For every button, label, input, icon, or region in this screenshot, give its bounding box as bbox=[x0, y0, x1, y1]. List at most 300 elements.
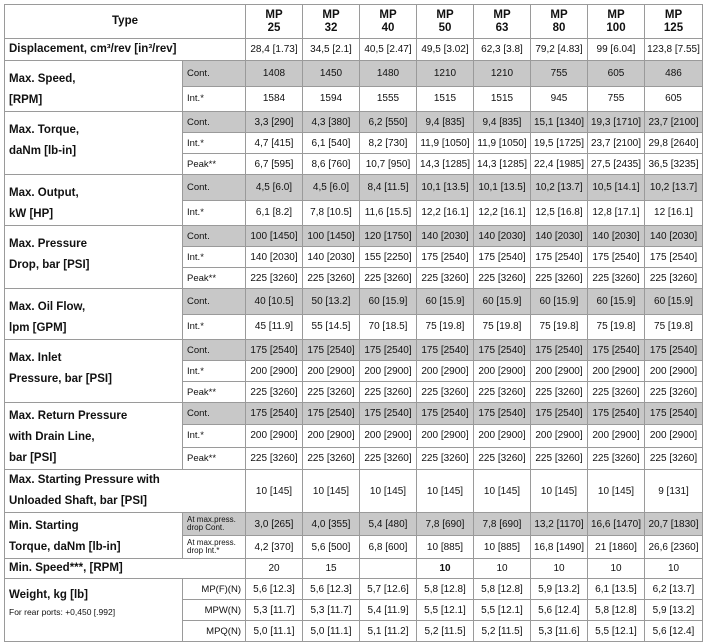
displacement-label: Displacement, cm³/rev [in³/rev] bbox=[5, 39, 246, 61]
sub-label: Int.* bbox=[183, 361, 246, 382]
value-cell: 22,4 [1985] bbox=[531, 154, 588, 175]
value-cell: 12,2 [16.1] bbox=[474, 200, 531, 226]
value-cell: 5,2 [11.5] bbox=[474, 621, 531, 642]
value-cell: 60 [15.9] bbox=[360, 289, 417, 315]
value-cell: 1210 bbox=[417, 61, 474, 87]
model-prefix: MP bbox=[550, 8, 568, 21]
weight-row bbox=[5, 579, 703, 600]
value-cell: 1594 bbox=[303, 86, 360, 112]
value-cell: 140 [2030] bbox=[303, 247, 360, 268]
value-cell: 5,6 [500] bbox=[303, 536, 360, 559]
model-header bbox=[303, 5, 360, 39]
value-cell: 1584 bbox=[246, 86, 303, 112]
value-cell: 23,7 [2100] bbox=[588, 133, 645, 154]
model-header bbox=[417, 5, 474, 39]
value-cell: 4,5 [6.0] bbox=[246, 175, 303, 201]
value-cell: 225 [3260] bbox=[645, 447, 703, 469]
value-cell: 4,3 [380] bbox=[303, 112, 360, 133]
motor-spec-table bbox=[4, 4, 703, 642]
value-cell: 1408 bbox=[246, 61, 303, 87]
value-cell: 200 [2900] bbox=[531, 361, 588, 382]
value-cell: 200 [2900] bbox=[588, 425, 645, 447]
model-prefix: MP bbox=[607, 8, 625, 21]
data-row bbox=[5, 513, 703, 536]
value-cell: 225 [3260] bbox=[645, 268, 703, 289]
starting-pressure-row bbox=[5, 470, 703, 513]
label-line: Max. Oil Flow, bbox=[9, 301, 86, 313]
value-cell: 40 [10.5] bbox=[246, 289, 303, 315]
value-cell: 7,8 [10.5] bbox=[303, 200, 360, 226]
model-prefix: MP bbox=[493, 8, 511, 21]
value-cell: 10 [145] bbox=[474, 470, 531, 513]
sub-label: Cont. bbox=[183, 226, 246, 247]
value-cell: 60 [15.9] bbox=[531, 289, 588, 315]
value-cell: 6,2 [13.7] bbox=[645, 579, 703, 600]
value-cell: 200 [2900] bbox=[246, 361, 303, 382]
sub-label: Cont. bbox=[183, 112, 246, 133]
sub-label: Int.* bbox=[183, 200, 246, 226]
value-cell: 8,4 [11.5] bbox=[360, 175, 417, 201]
value-cell: 11,9 [1050] bbox=[474, 133, 531, 154]
parameter-label bbox=[5, 226, 183, 289]
value-cell: 4,7 [415] bbox=[246, 133, 303, 154]
label-line: Unloaded Shaft, bar [PSI] bbox=[9, 495, 148, 507]
value-cell: 175 [2540] bbox=[531, 403, 588, 425]
value-cell: 200 [2900] bbox=[303, 425, 360, 447]
sub-label: MPW(N) bbox=[183, 600, 246, 621]
label-line: Pressure, bar [PSI] bbox=[9, 373, 112, 385]
label-line: Torque, daNm [lb-in] bbox=[9, 541, 121, 553]
value-cell: 225 [3260] bbox=[588, 268, 645, 289]
value-cell: 140 [2030] bbox=[246, 247, 303, 268]
value-cell: 3,0 [265] bbox=[246, 513, 303, 536]
value-cell: 10 [145] bbox=[531, 470, 588, 513]
value-cell: 14,3 [1285] bbox=[417, 154, 474, 175]
label-line: Max. Return Pressure bbox=[9, 410, 128, 422]
value-cell: 5,3 [11.7] bbox=[303, 600, 360, 621]
displacement-row bbox=[5, 39, 703, 61]
model-prefix: MP bbox=[322, 8, 340, 21]
value-cell: 5,6 [12.4] bbox=[531, 600, 588, 621]
spec-table-wrapper bbox=[4, 4, 703, 642]
value-cell: 50 [13.2] bbox=[303, 289, 360, 315]
value-cell: 26,6 [2360] bbox=[645, 536, 703, 559]
value-cell: 200 [2900] bbox=[531, 425, 588, 447]
value-cell: 225 [3260] bbox=[303, 382, 360, 403]
value-cell: 10 [145] bbox=[246, 470, 303, 513]
value-cell: 225 [3260] bbox=[474, 268, 531, 289]
sub-label: Peak** bbox=[183, 154, 246, 175]
label-line: kW [HP] bbox=[9, 208, 54, 220]
value-cell: 605 bbox=[645, 86, 703, 112]
value-cell: 1515 bbox=[417, 86, 474, 112]
value-cell: 16,6 [1470] bbox=[588, 513, 645, 536]
value-cell: 10,7 [950] bbox=[360, 154, 417, 175]
value-cell: 175 [2540] bbox=[303, 403, 360, 425]
value-cell: 28,4 [1.73] bbox=[246, 39, 303, 61]
value-cell: 5,1 [11.2] bbox=[360, 621, 417, 642]
value-cell: 75 [19.8] bbox=[645, 314, 703, 340]
value-cell: 1555 bbox=[360, 86, 417, 112]
value-cell: 7,8 [690] bbox=[417, 513, 474, 536]
value-cell: 175 [2540] bbox=[588, 340, 645, 361]
value-cell: 1515 bbox=[474, 86, 531, 112]
value-cell: 10 bbox=[645, 559, 703, 579]
label-line: Max. Torque, bbox=[9, 124, 80, 136]
value-cell: 23,7 [2100] bbox=[645, 112, 703, 133]
value-cell: 200 [2900] bbox=[417, 425, 474, 447]
value-cell: 120 [1750] bbox=[360, 226, 417, 247]
model-prefix: MP bbox=[379, 8, 397, 21]
value-cell: 100 [1450] bbox=[246, 226, 303, 247]
value-cell: 225 [3260] bbox=[531, 447, 588, 469]
model-header bbox=[645, 5, 703, 39]
value-cell: 75 [19.8] bbox=[588, 314, 645, 340]
parameter-label bbox=[5, 175, 183, 226]
value-cell: 175 [2540] bbox=[645, 403, 703, 425]
value-cell: 5,0 [11.1] bbox=[246, 621, 303, 642]
value-cell: 4,2 [370] bbox=[246, 536, 303, 559]
model-prefix: MP bbox=[265, 8, 283, 21]
model-size: 25 bbox=[267, 21, 281, 34]
value-cell: 5,9 [13.2] bbox=[645, 600, 703, 621]
value-cell: 155 [2250] bbox=[360, 247, 417, 268]
value-cell: 200 [2900] bbox=[474, 361, 531, 382]
value-cell: 225 [3260] bbox=[645, 382, 703, 403]
value-cell: 225 [3260] bbox=[246, 382, 303, 403]
value-cell: 10,2 [13.7] bbox=[531, 175, 588, 201]
value-cell: 140 [2030] bbox=[474, 226, 531, 247]
value-cell: 36,5 [3235] bbox=[645, 154, 703, 175]
value-cell: 6,1 [8.2] bbox=[246, 200, 303, 226]
value-cell: 175 [2540] bbox=[360, 340, 417, 361]
value-cell: 5,5 [12.1] bbox=[588, 621, 645, 642]
value-cell: 55 [14.5] bbox=[303, 314, 360, 340]
value-cell: 8,2 [730] bbox=[360, 133, 417, 154]
value-cell: 225 [3260] bbox=[417, 447, 474, 469]
value-cell: 225 [3260] bbox=[417, 268, 474, 289]
value-cell: 6,7 [595] bbox=[246, 154, 303, 175]
value-cell: 175 [2540] bbox=[531, 340, 588, 361]
value-cell: 79,2 [4.83] bbox=[531, 39, 588, 61]
value-cell: 9 [131] bbox=[645, 470, 703, 513]
value-cell: 19,5 [1725] bbox=[531, 133, 588, 154]
value-cell: 225 [3260] bbox=[360, 447, 417, 469]
value-cell: 175 [2540] bbox=[588, 247, 645, 268]
value-cell: 10 bbox=[588, 559, 645, 579]
label-line: daNm [lb-in] bbox=[9, 145, 77, 157]
value-cell: 6,1 [540] bbox=[303, 133, 360, 154]
value-cell: 6,8 [600] bbox=[360, 536, 417, 559]
value-cell: 123,8 [7.55] bbox=[645, 39, 703, 61]
value-cell: 10,1 [13.5] bbox=[474, 175, 531, 201]
value-cell: 200 [2900] bbox=[360, 361, 417, 382]
value-cell: 16,8 [1490] bbox=[531, 536, 588, 559]
value-cell: 225 [3260] bbox=[474, 382, 531, 403]
value-cell: 10 [145] bbox=[588, 470, 645, 513]
value-cell: 19,3 [1710] bbox=[588, 112, 645, 133]
value-cell: 11,6 [15.5] bbox=[360, 200, 417, 226]
value-cell: 755 bbox=[531, 61, 588, 87]
value-cell: 5,5 [12.1] bbox=[474, 600, 531, 621]
value-cell: 225 [3260] bbox=[246, 447, 303, 469]
model-header bbox=[531, 5, 588, 39]
label-line: Weight, kg [lb] bbox=[9, 589, 89, 601]
value-cell: 5,7 [12.6] bbox=[360, 579, 417, 600]
label-line: Max. Inlet bbox=[9, 352, 62, 364]
value-cell: 1210 bbox=[474, 61, 531, 87]
value-cell: 755 bbox=[588, 86, 645, 112]
value-cell: 5,3 [11.6] bbox=[531, 621, 588, 642]
header-row bbox=[5, 5, 703, 39]
parameter-label bbox=[5, 403, 183, 470]
value-cell: 175 [2540] bbox=[645, 340, 703, 361]
value-cell: 60 [15.9] bbox=[588, 289, 645, 315]
value-cell: 12 [16.1] bbox=[645, 200, 703, 226]
label-line: bar [PSI] bbox=[9, 452, 57, 464]
value-cell: 200 [2900] bbox=[417, 361, 474, 382]
value-cell: 10 [885] bbox=[417, 536, 474, 559]
data-row bbox=[5, 226, 703, 247]
value-cell: 10 [885] bbox=[474, 536, 531, 559]
value-cell: 21 [1860] bbox=[588, 536, 645, 559]
value-cell: 175 [2540] bbox=[645, 247, 703, 268]
value-cell: 140 [2030] bbox=[588, 226, 645, 247]
value-cell: 5,2 [11.5] bbox=[417, 621, 474, 642]
value-cell: 60 [15.9] bbox=[417, 289, 474, 315]
value-cell: 11,9 [1050] bbox=[417, 133, 474, 154]
model-header bbox=[588, 5, 645, 39]
model-size: 63 bbox=[495, 21, 509, 34]
value-cell: 175 [2540] bbox=[588, 403, 645, 425]
value-cell: 75 [19.8] bbox=[474, 314, 531, 340]
value-cell: 225 [3260] bbox=[474, 447, 531, 469]
value-cell: 175 [2540] bbox=[303, 340, 360, 361]
value-cell: 10,2 [13.7] bbox=[645, 175, 703, 201]
value-cell: 12,5 [16.8] bbox=[531, 200, 588, 226]
value-cell: 34,5 [2.1] bbox=[303, 39, 360, 61]
type-header: Type bbox=[5, 5, 246, 39]
sub-label: Int.* bbox=[183, 425, 246, 447]
min-speed-label bbox=[5, 559, 246, 579]
value-cell: 5,6 [12.3] bbox=[303, 579, 360, 600]
value-cell: 15 bbox=[303, 559, 360, 579]
value-cell: 605 bbox=[588, 61, 645, 87]
value-cell: 14,3 [1285] bbox=[474, 154, 531, 175]
value-cell: 1480 bbox=[360, 61, 417, 87]
value-cell: 5,6 [12.4] bbox=[645, 621, 703, 642]
data-row bbox=[5, 112, 703, 133]
weight-note: For rear ports: +0,450 [.992] bbox=[9, 607, 116, 617]
sub-label: Int.* bbox=[183, 314, 246, 340]
value-cell: 175 [2540] bbox=[417, 247, 474, 268]
value-cell: 5,6 [12.3] bbox=[246, 579, 303, 600]
value-cell: 10 [145] bbox=[417, 470, 474, 513]
label-line: Min. Starting bbox=[9, 520, 79, 532]
data-row bbox=[5, 340, 703, 361]
value-cell: 225 [3260] bbox=[246, 268, 303, 289]
starting-pressure-label bbox=[5, 470, 246, 513]
value-cell: 4,5 [6.0] bbox=[303, 175, 360, 201]
value-cell: 175 [2540] bbox=[531, 247, 588, 268]
sub-label: At max.press. drop Cont. bbox=[183, 513, 246, 536]
value-cell: 175 [2540] bbox=[417, 340, 474, 361]
label-line: Max. Starting Pressure with bbox=[9, 474, 160, 486]
value-cell: 175 [2540] bbox=[474, 403, 531, 425]
value-cell: 140 [2030] bbox=[531, 226, 588, 247]
value-cell: 8,6 [760] bbox=[303, 154, 360, 175]
model-header bbox=[246, 5, 303, 39]
value-cell: 20 bbox=[246, 559, 303, 579]
sub-label: Cont. bbox=[183, 289, 246, 315]
sub-label: Peak** bbox=[183, 382, 246, 403]
parameter-label bbox=[5, 289, 183, 340]
value-cell: 175 [2540] bbox=[360, 403, 417, 425]
sub-label: Cont. bbox=[183, 61, 246, 87]
value-cell: 175 [2540] bbox=[474, 247, 531, 268]
value-cell: 10,5 [14.1] bbox=[588, 175, 645, 201]
value-cell: 27,5 [2435] bbox=[588, 154, 645, 175]
parameter-label bbox=[5, 340, 183, 403]
value-cell: 6,1 [13.5] bbox=[588, 579, 645, 600]
value-cell: 7,8 [690] bbox=[474, 513, 531, 536]
value-cell: 175 [2540] bbox=[474, 340, 531, 361]
value-cell: 13,2 [1170] bbox=[531, 513, 588, 536]
value-cell: 225 [3260] bbox=[531, 382, 588, 403]
value-cell: 200 [2900] bbox=[360, 425, 417, 447]
parameter-label bbox=[5, 112, 183, 175]
label-line: Max. Pressure bbox=[9, 238, 87, 250]
value-cell: 225 [3260] bbox=[588, 447, 645, 469]
value-cell: 175 [2540] bbox=[417, 403, 474, 425]
value-cell: 60 [15.9] bbox=[645, 289, 703, 315]
value-cell: 75 [19.8] bbox=[417, 314, 474, 340]
value-cell: 9,4 [835] bbox=[474, 112, 531, 133]
value-cell: 3,3 [290] bbox=[246, 112, 303, 133]
weight-label bbox=[5, 579, 183, 642]
value-cell: 200 [2900] bbox=[246, 425, 303, 447]
value-cell: 200 [2900] bbox=[645, 361, 703, 382]
parameter-label bbox=[5, 513, 183, 559]
model-size: 32 bbox=[324, 21, 338, 34]
sub-label: Int.* bbox=[183, 247, 246, 268]
value-cell: 945 bbox=[531, 86, 588, 112]
data-row bbox=[5, 175, 703, 201]
value-cell: 75 [19.8] bbox=[531, 314, 588, 340]
sub-label: MPQ(N) bbox=[183, 621, 246, 642]
value-cell: 70 [18.5] bbox=[360, 314, 417, 340]
label-line: Max. Output, bbox=[9, 187, 79, 199]
value-cell: 225 [3260] bbox=[360, 268, 417, 289]
value-cell: 5,8 [12.8] bbox=[417, 579, 474, 600]
value-cell: 1450 bbox=[303, 61, 360, 87]
value-cell: 5,5 [12.1] bbox=[417, 600, 474, 621]
value-cell: 100 [1450] bbox=[303, 226, 360, 247]
value-cell: 6,2 [550] bbox=[360, 112, 417, 133]
value-cell: 10 [145] bbox=[303, 470, 360, 513]
value-cell: 140 [2030] bbox=[417, 226, 474, 247]
value-cell: 486 bbox=[645, 61, 703, 87]
label-line: [RPM] bbox=[9, 94, 43, 106]
sub-label: Cont. bbox=[183, 340, 246, 361]
value-cell: 10 bbox=[474, 559, 531, 579]
value-cell: 40,5 [2.47] bbox=[360, 39, 417, 61]
value-cell: 10 bbox=[531, 559, 588, 579]
value-cell: 4,0 [355] bbox=[303, 513, 360, 536]
sub-label: Cont. bbox=[183, 175, 246, 201]
sub-label: Cont. bbox=[183, 403, 246, 425]
data-row bbox=[5, 403, 703, 425]
value-cell: 175 [2540] bbox=[246, 403, 303, 425]
value-cell: 10 [145] bbox=[360, 470, 417, 513]
value-cell: 225 [3260] bbox=[303, 447, 360, 469]
value-cell: 9,4 [835] bbox=[417, 112, 474, 133]
sub-label: Peak** bbox=[183, 268, 246, 289]
sub-label: Int.* bbox=[183, 133, 246, 154]
label-line: Drop, bar [PSI] bbox=[9, 259, 90, 271]
value-cell: 12,8 [17.1] bbox=[588, 200, 645, 226]
value-cell: 15,1 [1340] bbox=[531, 112, 588, 133]
value-cell: 225 [3260] bbox=[303, 268, 360, 289]
model-size: 80 bbox=[552, 21, 566, 34]
model-prefix: MP bbox=[436, 8, 454, 21]
value-cell: 99 [6.04] bbox=[588, 39, 645, 61]
value-cell: 5,9 [13.2] bbox=[531, 579, 588, 600]
value-cell bbox=[360, 559, 417, 579]
sub-label: At max.press. drop Int.* bbox=[183, 536, 246, 559]
data-row bbox=[5, 289, 703, 315]
value-cell: 200 [2900] bbox=[588, 361, 645, 382]
label-line: with Drain Line, bbox=[9, 431, 95, 443]
model-size: 40 bbox=[381, 21, 395, 34]
model-prefix: MP bbox=[664, 8, 683, 21]
model-size: 125 bbox=[663, 21, 684, 34]
value-cell: 62,3 [3.8] bbox=[474, 39, 531, 61]
value-cell: 45 [11.9] bbox=[246, 314, 303, 340]
value-cell: 5,8 [12.8] bbox=[474, 579, 531, 600]
model-size: 50 bbox=[438, 21, 452, 34]
value-cell: 225 [3260] bbox=[417, 382, 474, 403]
value-cell: 225 [3260] bbox=[588, 382, 645, 403]
model-header bbox=[360, 5, 417, 39]
model-header bbox=[474, 5, 531, 39]
label-line: lpm [GPM] bbox=[9, 322, 67, 334]
value-cell: 60 [15.9] bbox=[474, 289, 531, 315]
value-cell: 140 [2030] bbox=[645, 226, 703, 247]
value-cell: 20,7 [1830] bbox=[645, 513, 703, 536]
parameter-label bbox=[5, 61, 183, 112]
value-cell: 10 bbox=[417, 559, 474, 579]
value-cell: 12,2 [16.1] bbox=[417, 200, 474, 226]
sub-label: MP(F)(N) bbox=[183, 579, 246, 600]
value-cell: 175 [2540] bbox=[246, 340, 303, 361]
min-speed-row bbox=[5, 559, 703, 579]
value-cell: 5,4 [11.9] bbox=[360, 600, 417, 621]
label-text: Min. Speed***, [RPM] bbox=[9, 562, 123, 574]
value-cell: 5,3 [11.7] bbox=[246, 600, 303, 621]
value-cell: 10,1 [13.5] bbox=[417, 175, 474, 201]
label-line: Max. Speed, bbox=[9, 73, 76, 85]
sub-label: Int.* bbox=[183, 86, 246, 112]
model-size: 100 bbox=[606, 21, 626, 34]
value-cell: 49,5 [3.02] bbox=[417, 39, 474, 61]
sub-label: Peak** bbox=[183, 447, 246, 469]
value-cell: 29,8 [2640] bbox=[645, 133, 703, 154]
value-cell: 5,0 [11.1] bbox=[303, 621, 360, 642]
value-cell: 5,4 [480] bbox=[360, 513, 417, 536]
value-cell: 5,8 [12.8] bbox=[588, 600, 645, 621]
value-cell: 225 [3260] bbox=[531, 268, 588, 289]
